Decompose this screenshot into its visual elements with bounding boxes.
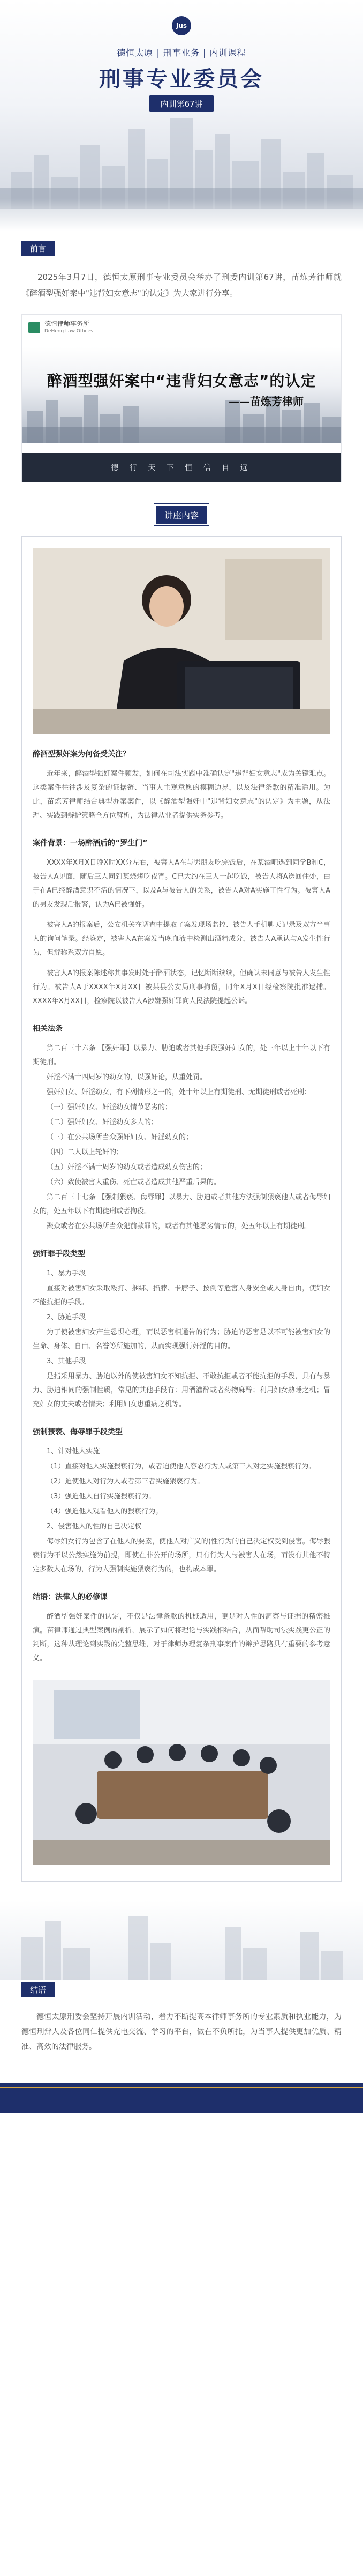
poster-motto: 德 行 天 下 恒 信 自 远 <box>22 453 341 482</box>
session-badge: 内训第67讲 <box>149 95 214 112</box>
law-article: 强奸妇女、奸淫幼女，有下列情形之一的，处十年以上有期徒刑、无期徒刑或者死刑： <box>47 1088 312 1096</box>
header-subtitle: 德恒太原 | 刑事业务 | 内训课程 <box>117 48 246 58</box>
closing-skyline-band <box>0 1900 363 1980</box>
law-clause: （六）致使被害人重伤、死亡或者造成其他严重后果的。 <box>47 1178 221 1186</box>
section-paragraph: XXXX年X月X日晚X时XX分左右，被害人A在与男朋友吃完饭后，在某酒吧遇到同学B和C，被告人A见面，随后三人同到某烧烤吃夜宵。C已大约在三人一起吃饭，被告人将A送回住处，由于在A已经醉酒意识不清的情况下，以及A与被告人的关系，被告人A对A实施了性行为。被害人A的男友发现后报警，认为A已被强奸。 <box>33 859 330 909</box>
list-item: （4）强迫他人观看他人的猥亵行为。 <box>47 1508 163 1516</box>
firm-logo-icon: Jus <box>172 16 191 35</box>
law-article: 奸淫不满十四周岁的幼女的，以强奸论，从重处罚。 <box>47 1073 207 1081</box>
content-card <box>21 536 342 1882</box>
poster-firm-logo <box>28 320 93 335</box>
section-paragraph: 近年来，醉酒型强奸案件频发，如何在司法实践中准确认定"违背妇女意志"成为关键难点。这类案件往往涉及复杂的证据链、当事人主观意愿的模糊边界，以及法律条款的精准适用。为此，苗炼芳律师结合典型办案案件，以《醉酒型强奸中"违背妇女意志"的认定》为主题，从法理、实践到辩护策略全方位解析，为法律从业者提供实务参考。 <box>33 770 330 820</box>
section-heading: 相关法条 <box>33 1025 63 1033</box>
list-item: 2、胁迫手段 <box>47 1313 86 1322</box>
list-item: 1、针对他人实施 <box>47 1447 100 1456</box>
law-clause: （一）强奸妇女、奸淫幼女情节恶劣的； <box>47 1103 172 1111</box>
law-clause: （五）奸淫不满十周岁的幼女或者造成幼女伤害的； <box>47 1163 207 1171</box>
closing-section-header <box>0 1980 363 1999</box>
law-clause: （四）二人以上轮奸的； <box>47 1148 124 1156</box>
list-item: 是指采用暴力、胁迫以外的使被害妇女不知抗拒、不敢抗拒或者不能抗拒的手段，具有与暴力、胁迫相同的强制性质，常见的其他手段有：用酒灌醉或者药物麻醉；利用妇女熟睡之机；冒充妇女的丈夫或者情夫；利用妇女患重病之机等。 <box>33 1372 330 1408</box>
closing-paragraph: 德恒太原刑委会坚持开展内训活动，着力不断提高本律师事务所的专业素质和执业能力，为德恒刑辩人及各位同仁提供充电交流、学习的平台，做在不负所托，为当事人提供更加优质、精准、高效的法律服务。 <box>21 2013 342 2051</box>
section-paragraph: 被害人A的报案后，公安机关在调查中提取了案发现场监控、被告人手机聊天记录及双方当事人的询问笔录。经鉴定，被害人A在案发当晚血液中检测出酒精成分，被告人A承认与A发生性行为，但辩称系双方自愿。 <box>33 921 330 957</box>
lecture-content-section <box>21 504 342 1882</box>
law-article: 第二百三十六条 【强奸罪】以暴力、胁迫或者其他手段强奸妇女的，处三年以上十年以下有期徒刑。 <box>33 1044 330 1066</box>
header-banner <box>0 0 363 231</box>
banner-fade <box>0 198 363 231</box>
bottom-bar <box>0 2083 363 2113</box>
list-item: （2）迫使他人对行为人或者第三者实施猥亵行为。 <box>47 1478 205 1486</box>
list-item: 直接对被害妇女采取殴打、捆绑、掐脖、卡脖子、按倒等危害人身安全或人身自由，使妇女不能抗拒的手段。 <box>33 1285 330 1306</box>
page-title: 刑事专业委员会 <box>99 67 264 92</box>
firm-mark-icon <box>28 322 40 333</box>
closing-tag: 结语 <box>21 1982 55 1997</box>
meeting-room-illustration <box>33 1680 330 1865</box>
list-item: 1、暴力手段 <box>47 1270 86 1278</box>
list-item: （1）直接对他人实施猥亵行为，或者迫使他人容忍行为人或第三人对之实施猥亵行为。 <box>47 1463 316 1471</box>
list-item: 3、其他手段 <box>47 1357 86 1365</box>
speaker-photo <box>33 548 330 734</box>
content-section-header <box>21 504 342 525</box>
law-clause: （三）在公共场所当众强奸妇女、奸淫幼女的； <box>47 1133 193 1141</box>
section-heading: 强制猥亵、侮辱罪手段类型 <box>33 1428 123 1436</box>
section-heading: 醉酒型强奸案为何备受关注？ <box>33 750 130 759</box>
list-item: 侮辱妇女行为包含了在他人的要素，使他人对广义的)性行为的自己决定权受到侵害。侮辱猥亵行为不以公然实施为前提，即使在非公开的场所，只有行为人与被害人在场，而没有其他不特定多数人在场的，行为人强制实施猥亵行为的，也构成本罪。 <box>33 1538 330 1573</box>
bottom-banner <box>0 2065 363 2113</box>
content-badge: 讲座内容 <box>154 504 209 525</box>
speaker-illustration <box>33 548 330 734</box>
section-paragraph: 醉酒型强奸案件的认定，不仅是法律条款的机械适用，更是对人性的洞察与证据的精密推演。苗律师通过典型案例的剖析，展示了如何将理论与实践相结合，从而帮助司法实践更公正的判断，这种从理论到实践的完整思维，对于律师办理复杂刑事案件的辩护思路具有重要的参考意义。 <box>33 1613 330 1662</box>
law-article: 第二百三十七条 【强制猥亵、侮辱罪】以暴力、胁迫或者其他方法强制猥亵他人或者侮辱妇女的，处五年以下有期徒刑或者拘役。 <box>33 1193 330 1215</box>
poster-title: 醉酒型强奸案中“违背妇女意志”的认定 <box>47 372 316 390</box>
list-item: 2、侵害他人的性的自己决定权 <box>47 1523 142 1531</box>
intro-paragraph: 2025年3月7日，德恒太原刑事专业委员会举办了刑委内训第67讲，苗炼芳律师就《醉酒型强奸案中"违背妇女意志"的认定》为大家进行分享。 <box>21 272 342 298</box>
section-heading: 结语：法律人的必修课 <box>33 1593 108 1601</box>
law-clause: （二）强奸妇女、奸淫幼女多人的； <box>47 1118 158 1126</box>
list-item: （3）强迫他人自行实施猥亵行为。 <box>47 1493 156 1501</box>
poster-firm-en: DeHeng Law Offices <box>44 329 93 334</box>
intro-section-header <box>0 239 363 257</box>
lecture-poster <box>21 314 342 482</box>
section-heading: 案件背景：一场醉酒后的“罗生门” <box>33 839 148 848</box>
closing-city-graphic <box>0 1900 363 1980</box>
law-article: 聚众或者在公共场所当众犯前款罪的，或者有其他恶劣情节的，处五年以上有期徒刑。 <box>47 1222 312 1230</box>
section-paragraph: 被害人A的报案陈述称其事发时处于醉酒状态，记忆断断续续，但确认未同意与被告人发生性行为。被告人A于XXXX年X月XX日被某县公安局刑事拘留，同年X月X日经检察院批准逮捕。XXXX年X月XX日，检察院以被告人A涉嫌强奸罪向人民法院提起公诉。 <box>33 969 330 1005</box>
city-skyline-graphic <box>0 107 363 209</box>
intro-tag: 前言 <box>21 241 55 256</box>
section-heading: 强奸罪手段类型 <box>33 1250 85 1258</box>
list-item: 为了使被害妇女产生恐惧心理，而以恶害相通告的行为；胁迫的恶害是以不可能被害妇女的生命、身体、自由、名誉等所施加的，从而实现强行奸淫的目的。 <box>33 1328 330 1350</box>
gold-stripe <box>0 2087 363 2088</box>
poster-firm-name: 德恒律师事务所 <box>44 320 90 328</box>
poster-author: ——苗炼芳律师 <box>229 395 304 408</box>
meeting-photo <box>33 1680 330 1865</box>
